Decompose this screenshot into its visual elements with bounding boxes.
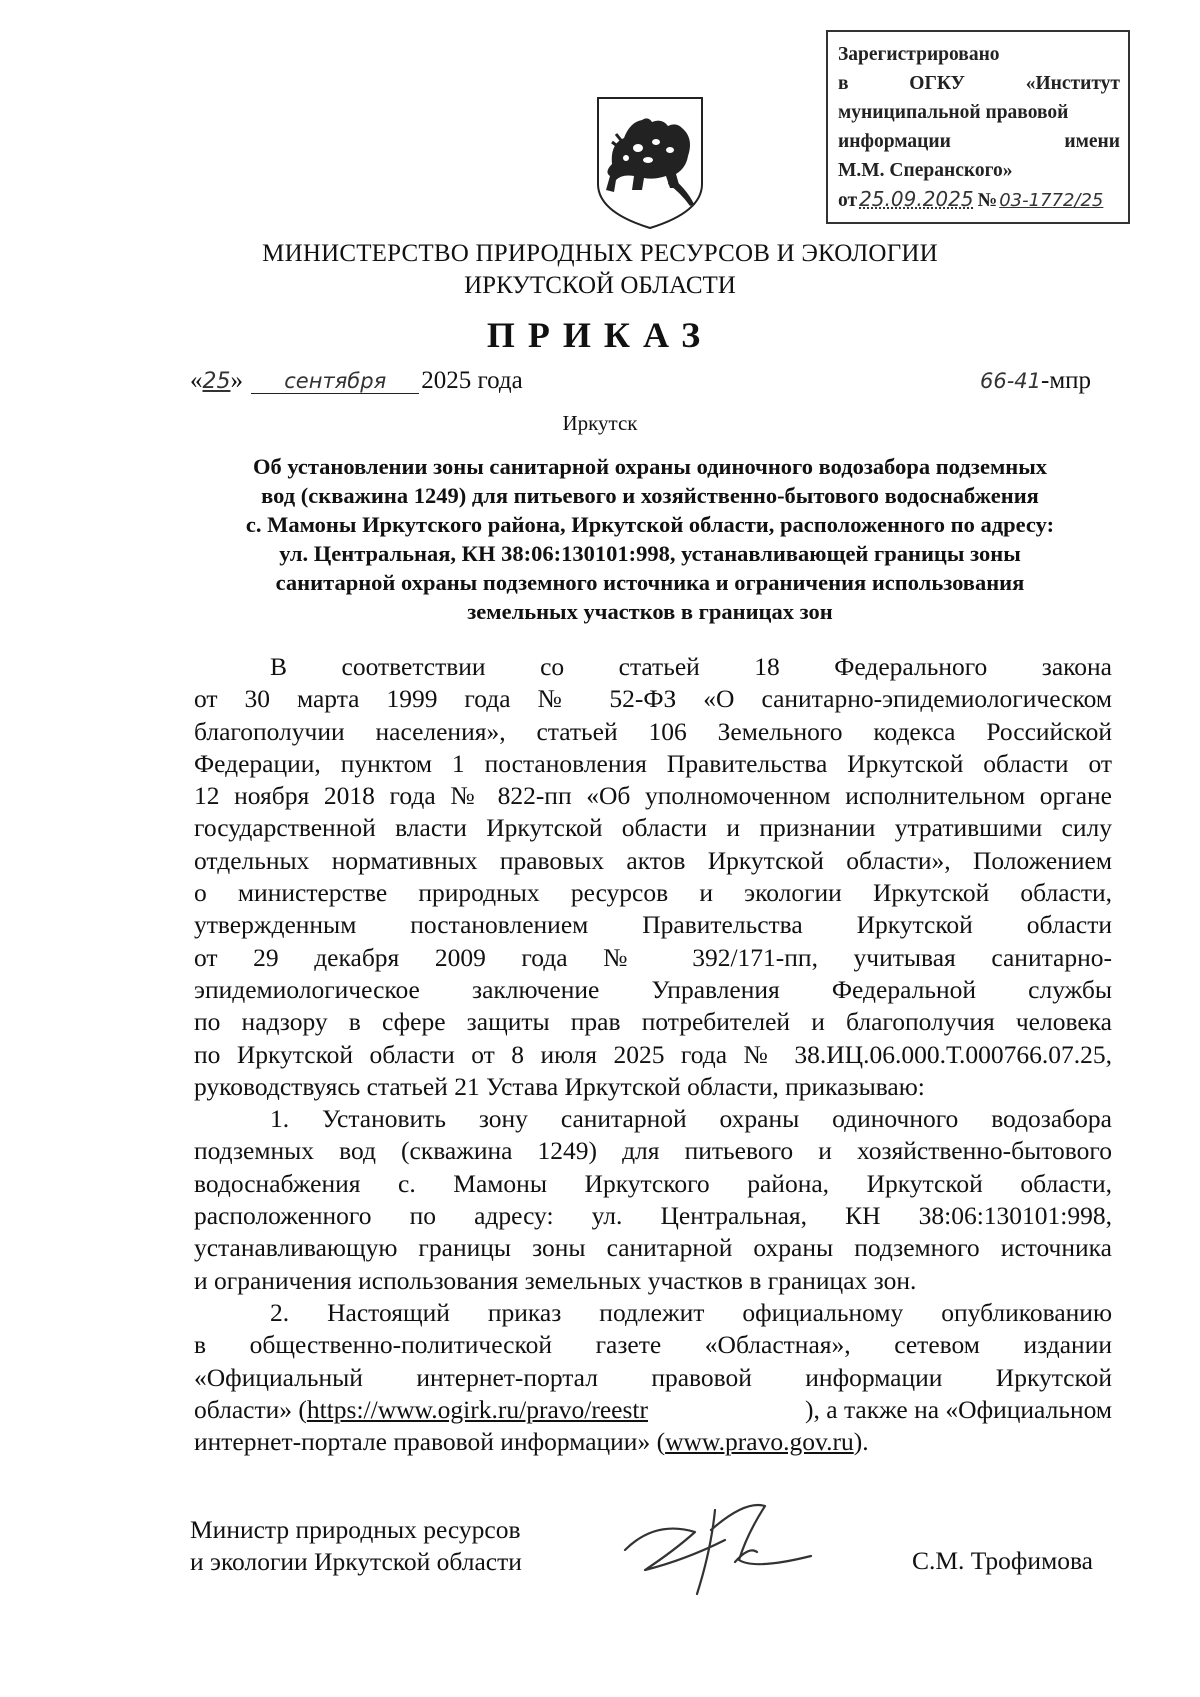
stamp-number-prefix: № — [977, 190, 998, 211]
order-title — [180, 452, 1120, 626]
title-line: Об установлении зоны санитарной охраны одиночного водозабора подземных — [252, 454, 1048, 479]
date-open-quote: « — [190, 367, 203, 394]
item-1-line: устанавливающую границы зоны санитарной охраны подземного источника — [194, 1233, 1112, 1263]
coat-of-arms-icon — [590, 92, 710, 232]
body-line: утвержденным постановлением Правительства Иркутской области — [194, 910, 1112, 940]
registration-stamp — [826, 30, 1130, 224]
item-2-line: 2. Настоящий приказ подлежит официальному опубликованию — [270, 1297, 1112, 1327]
stamp-date-value: 25.09.2025 — [859, 187, 974, 211]
item-2-line: «Официальный интернет-портал правовой информации Иркутской — [194, 1362, 1112, 1392]
stamp-date-prefix: от — [838, 190, 858, 211]
title-line: ул. Центральная, КН 38:06:130101:998, устанавливающей границы зоны — [279, 541, 1021, 566]
stamp-line-3: муниципальной правовой — [838, 102, 1069, 123]
item-2-line-links — [194, 1426, 1112, 1458]
title-line: вод (скважина 1249) для питьевого и хозяйственно-бытового водоснабжения — [261, 483, 1039, 508]
date-day: 25 — [202, 369, 231, 394]
item-2-text: области» ( — [194, 1394, 307, 1424]
item-2-text: интернет-портале правовой информации» ( — [194, 1427, 666, 1457]
stamp-date-row — [838, 185, 1120, 215]
body-line: В соответствии со статьей 18 Федерального закона — [270, 652, 1112, 681]
body-line: от 30 марта 1999 года № 52-ФЗ «О санитарно-эпидемиологическом — [194, 684, 1112, 714]
date-year: 2025 года — [421, 367, 523, 394]
stamp-line-5: М.М. Сперанского» — [838, 160, 1013, 181]
body-line: отдельных нормативных правовых актов Иркутской области», Положением — [194, 845, 1112, 875]
item-1-line: и ограничения использования земельных участков в границах зон. — [194, 1265, 917, 1295]
body-line: от 29 декабря 2009 года № 392/171-пп, учитывая санитарно- — [194, 942, 1112, 972]
stamp-line-4b: имени — [1064, 131, 1120, 152]
stamp-number-value: 03-1772/25 — [999, 190, 1104, 211]
ogirk-link[interactable]: https://www.ogirk.ru/pravo/reestr — [306, 1394, 648, 1424]
stamp-line-2c: «Институт — [1025, 73, 1120, 94]
body-line: государственной власти Иркутской области и признании утратившими силу — [194, 813, 1112, 843]
title-line: санитарной охраны подземного источника и ограничения использования — [275, 570, 1025, 595]
stamp-line-1: Зарегистрировано — [838, 44, 1000, 65]
city: Иркутск — [562, 411, 638, 435]
stamp-line-2a: в — [838, 73, 849, 94]
item-1-line: водоснабжения с. Мамоны Иркутского района, Иркутской области, — [194, 1168, 1112, 1198]
order-number-handwritten: 66-41 — [980, 369, 1042, 393]
title-line: с. Мамоны Иркутского района, Иркутской области, расположенного по адресу: — [245, 512, 1055, 537]
body-line: по надзору в сфере защиты прав потребителей и благополучия человека — [194, 1007, 1112, 1037]
order-number-suffix: -мпр — [1041, 367, 1092, 394]
body-line: благополучии населения», статьей 106 Земельного кодекса Российской — [194, 716, 1112, 746]
stamp-line-2b: ОГКУ — [909, 73, 965, 94]
ministry-name-line-1: МИНИСТЕРСТВО ПРИРОДНЫХ РЕСУРСОВ И ЭКОЛОГИИ — [262, 240, 938, 267]
signatory-name: С.М. Трофимова — [912, 1546, 1093, 1575]
handwritten-signature — [615, 1490, 815, 1600]
order-number — [980, 367, 1091, 395]
signatory-title — [190, 1514, 522, 1578]
order-body — [194, 651, 1112, 1458]
order-date — [190, 367, 523, 395]
stamp-line-4a: информации — [838, 131, 951, 152]
item-2-line: в общественно-политической газете «Областная», сетевом издании — [194, 1330, 1112, 1360]
item-1-line: 1. Установить зону санитарной охраны одиночного водозабора — [270, 1104, 1112, 1134]
ministry-name-line-2: ИРКУТСКОЙ ОБЛАСТИ — [464, 272, 736, 299]
document-type: ПРИКАЗ — [486, 315, 714, 355]
body-line: о министерстве природных ресурсов и экологии Иркутской области, — [194, 878, 1112, 908]
signatory-title-line-2: и экологии Иркутской области — [190, 1547, 522, 1576]
pravo-gov-link[interactable]: www.pravo.gov.ru — [665, 1427, 854, 1457]
body-line: эпидемиологическое заключение Управления Федеральной службы — [194, 974, 1112, 1004]
item-2-text: ), а также на «Официальном — [805, 1394, 1112, 1424]
item-2-text: ). — [853, 1427, 869, 1457]
item-2-line-links — [194, 1394, 1112, 1426]
body-line: руководствуясь статьей 21 Устава Иркутской области, приказываю: — [194, 1071, 925, 1101]
signatory-title-line-1: Министр природных ресурсов — [190, 1515, 521, 1544]
date-close-quote: » — [230, 367, 243, 394]
body-line: 12 ноября 2018 года № 822-пп «Об уполномоченном исполнительном органе — [194, 781, 1112, 811]
item-1-line: подземных вод (скважина 1249) для питьевого и хозяйственно-бытового — [194, 1136, 1112, 1166]
body-line: по Иркутской области от 8 июля 2025 года № 38.ИЦ.06.000.Т.000766.07.25, — [194, 1039, 1112, 1069]
date-month: сентября — [251, 369, 419, 394]
item-1-line: расположенного по адресу: ул. Центральная, КН 38:06:130101:998, — [194, 1201, 1112, 1231]
title-line: земельных участков в границах зон — [467, 599, 833, 624]
body-line: Федерации, пунктом 1 постановления Правительства Иркутской области от — [194, 748, 1112, 778]
